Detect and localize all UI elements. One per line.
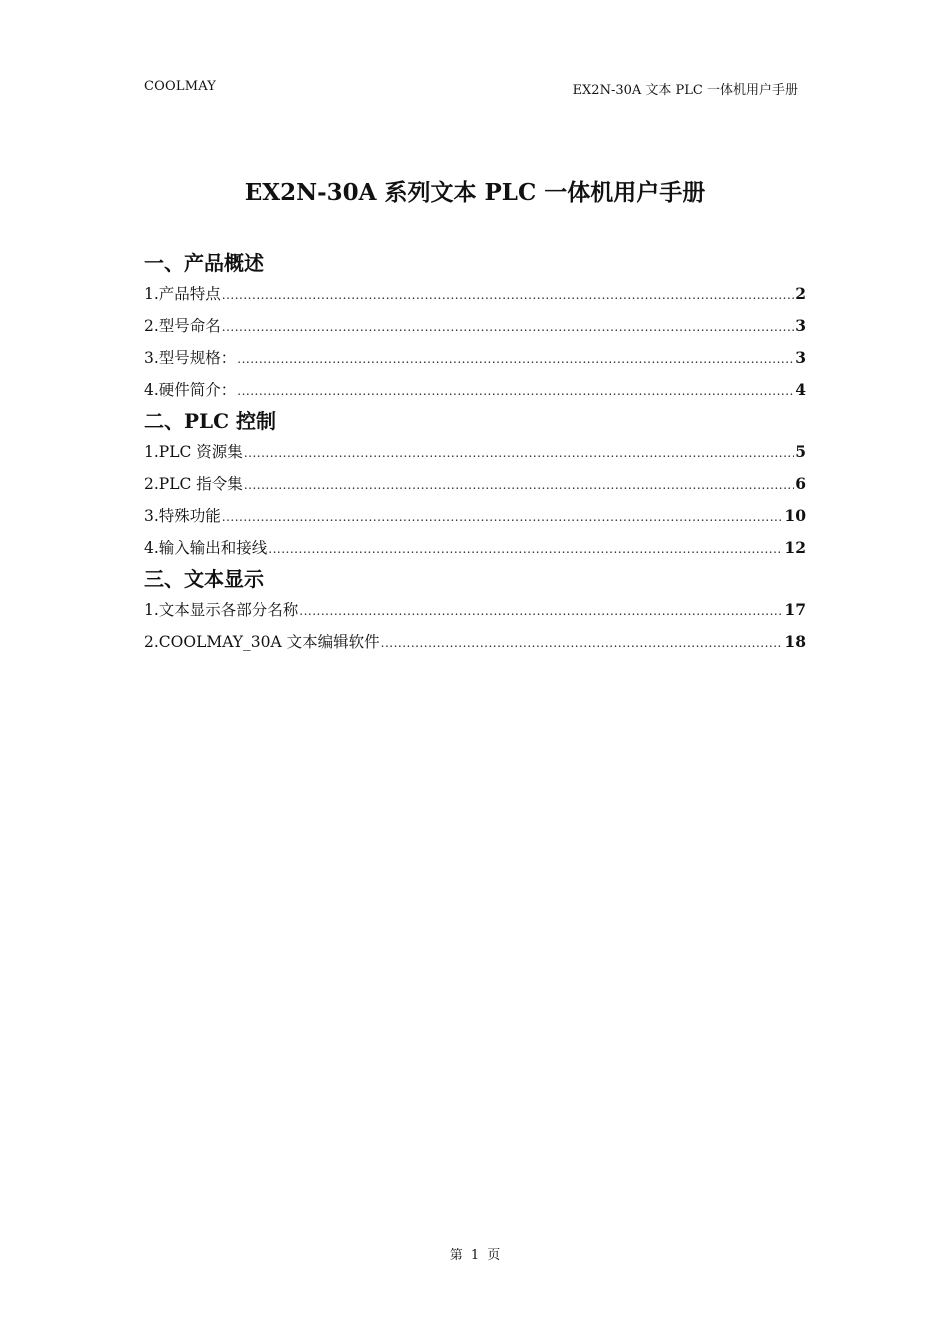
toc-entry[interactable] <box>144 500 806 532</box>
toc-leader-dots <box>222 500 784 533</box>
toc-entry-label: 2.COOLMAY_30A 文本编辑软件 <box>144 633 380 651</box>
toc-entry[interactable] <box>144 468 806 500</box>
toc-section-heading-overview: 一、产品概述 <box>144 251 264 275</box>
toc-leader-dots <box>299 594 783 627</box>
header-document-title: EX2N-30A 文本 PLC 一体机用户手册 <box>572 83 798 98</box>
toc-entry-label: 1.文本显示各部分名称 <box>144 601 299 619</box>
toc-leader-dots <box>237 342 794 375</box>
toc-entry[interactable] <box>144 374 806 406</box>
toc-entry[interactable] <box>144 310 806 342</box>
toc-entry-label: 1.PLC 资源集 <box>144 443 243 461</box>
toc-entry-page: 17 <box>784 600 806 619</box>
toc-entry-page: 6 <box>795 474 806 493</box>
toc-leader-dots <box>222 310 794 343</box>
toc-entry[interactable] <box>144 594 806 626</box>
page-title: EX2N-30A 系列文本 PLC 一体机用户手册 <box>244 179 706 206</box>
toc-entry-label: 2.型号命名 <box>144 317 221 335</box>
toc-leader-dots <box>222 278 794 311</box>
header-company: COOLMAY <box>144 79 217 94</box>
toc-entry-label: 2.PLC 指令集 <box>144 475 243 493</box>
toc-entry-page: 18 <box>784 632 806 651</box>
toc-entry-page: 5 <box>795 442 806 461</box>
toc-entry[interactable] <box>144 342 806 374</box>
toc-leader-dots <box>268 532 783 565</box>
toc-entry[interactable] <box>144 436 806 468</box>
toc-leader-dots <box>244 468 794 501</box>
page-number: 第 1 页 <box>449 1248 501 1263</box>
toc-leader-dots <box>381 626 784 659</box>
toc-section-heading-text-display: 三、文本显示 <box>144 567 264 591</box>
toc-entry-label: 3.特殊功能 <box>144 507 221 525</box>
toc-entry-label: 4.输入输出和接线 <box>144 539 268 557</box>
toc-entry-page: 3 <box>795 316 806 335</box>
toc-entry[interactable] <box>144 626 806 658</box>
toc-entry[interactable] <box>144 278 806 310</box>
toc-entry-label: 1.产品特点 <box>144 285 221 303</box>
toc-leader-dots <box>237 374 794 407</box>
table-of-contents <box>144 248 806 658</box>
toc-entry-page: 4 <box>795 380 806 399</box>
toc-entry-label: 3.型号规格： <box>144 349 237 367</box>
toc-entry-page: 3 <box>795 348 806 367</box>
toc-leader-dots <box>244 436 794 469</box>
toc-entry-label: 4.硬件简介： <box>144 381 237 399</box>
toc-entry[interactable] <box>144 532 806 564</box>
toc-entry-page: 12 <box>784 538 806 557</box>
toc-section-heading-plc-control: 二、PLC 控制 <box>144 409 276 433</box>
toc-entry-page: 2 <box>795 284 806 303</box>
toc-entry-page: 10 <box>784 506 806 525</box>
